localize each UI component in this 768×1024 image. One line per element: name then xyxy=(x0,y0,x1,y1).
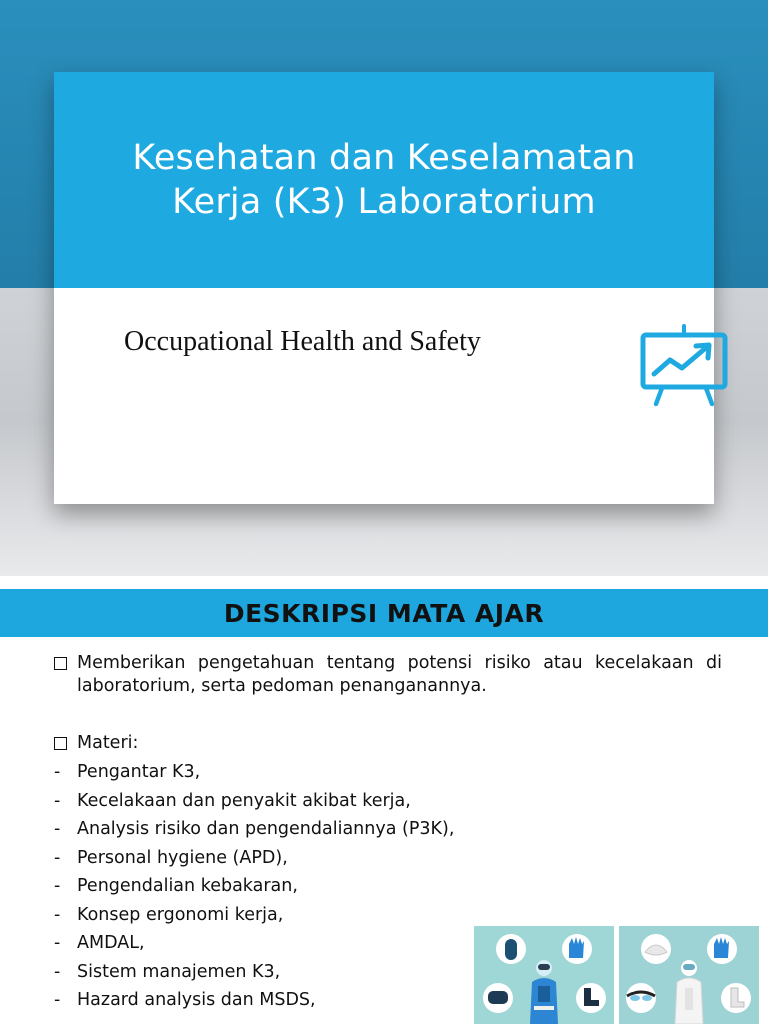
presentation-board-chart-icon xyxy=(634,324,734,414)
list-item-text: Pengantar K3, xyxy=(77,762,201,782)
subtitle: Occupational Health and Safety xyxy=(124,326,481,357)
dash-bullet: - xyxy=(54,819,61,839)
dash-bullet: - xyxy=(54,790,61,811)
checkbox-bullet-icon xyxy=(54,657,67,670)
dash-bullet: - xyxy=(54,990,61,1010)
list-item-text: AMDAL, xyxy=(77,933,145,953)
title-card xyxy=(54,72,714,504)
list-item xyxy=(54,901,722,930)
intro-text: Memberikan pengetahuan tentang potensi risiko atau kecelakaan di laboratorium, serta pedoman penanganannya. xyxy=(77,653,722,696)
slide-title: DESKRIPSI MATA AJAR xyxy=(223,598,545,628)
ppe-illustration-hazmat-icon xyxy=(474,926,614,1024)
list-item-text: Personal hygiene (APD), xyxy=(77,847,288,868)
list-item-text: Pengendalian kebakaran, xyxy=(77,876,298,896)
list-item-text: Hazard analysis dan MSDS, xyxy=(77,990,316,1010)
description-slide xyxy=(0,576,768,1024)
materi-label: Materi: xyxy=(77,733,139,753)
list-item xyxy=(54,844,722,873)
list-item-text: Konsep ergonomi kerja, xyxy=(77,904,284,925)
list-item xyxy=(54,872,722,901)
list-item xyxy=(54,787,722,816)
dash-bullet: - xyxy=(54,762,61,782)
list-item xyxy=(54,815,722,844)
list-item xyxy=(54,758,722,787)
dash-bullet: - xyxy=(54,933,61,953)
list-item-text: Analysis risiko dan pengendaliannya (P3K), xyxy=(77,819,455,839)
intro-bullet xyxy=(54,652,722,698)
slide-header xyxy=(0,589,768,637)
title-banner xyxy=(54,72,714,288)
main-title: Kesehatan dan Keselamatan Kerja (K3) Laboratorium xyxy=(132,138,636,222)
checkbox-bullet-icon xyxy=(54,737,67,750)
materi-bullet xyxy=(54,732,722,755)
dash-bullet: - xyxy=(54,961,61,982)
dash-bullet: - xyxy=(54,876,61,896)
ppe-illustration-protective-suit-icon xyxy=(619,926,759,1024)
dash-bullet: - xyxy=(54,904,61,925)
list-item-text: Kecelakaan dan penyakit akibat kerja, xyxy=(77,790,411,811)
dash-bullet: - xyxy=(54,847,61,868)
list-item-text: Sistem manajemen K3, xyxy=(77,961,281,982)
